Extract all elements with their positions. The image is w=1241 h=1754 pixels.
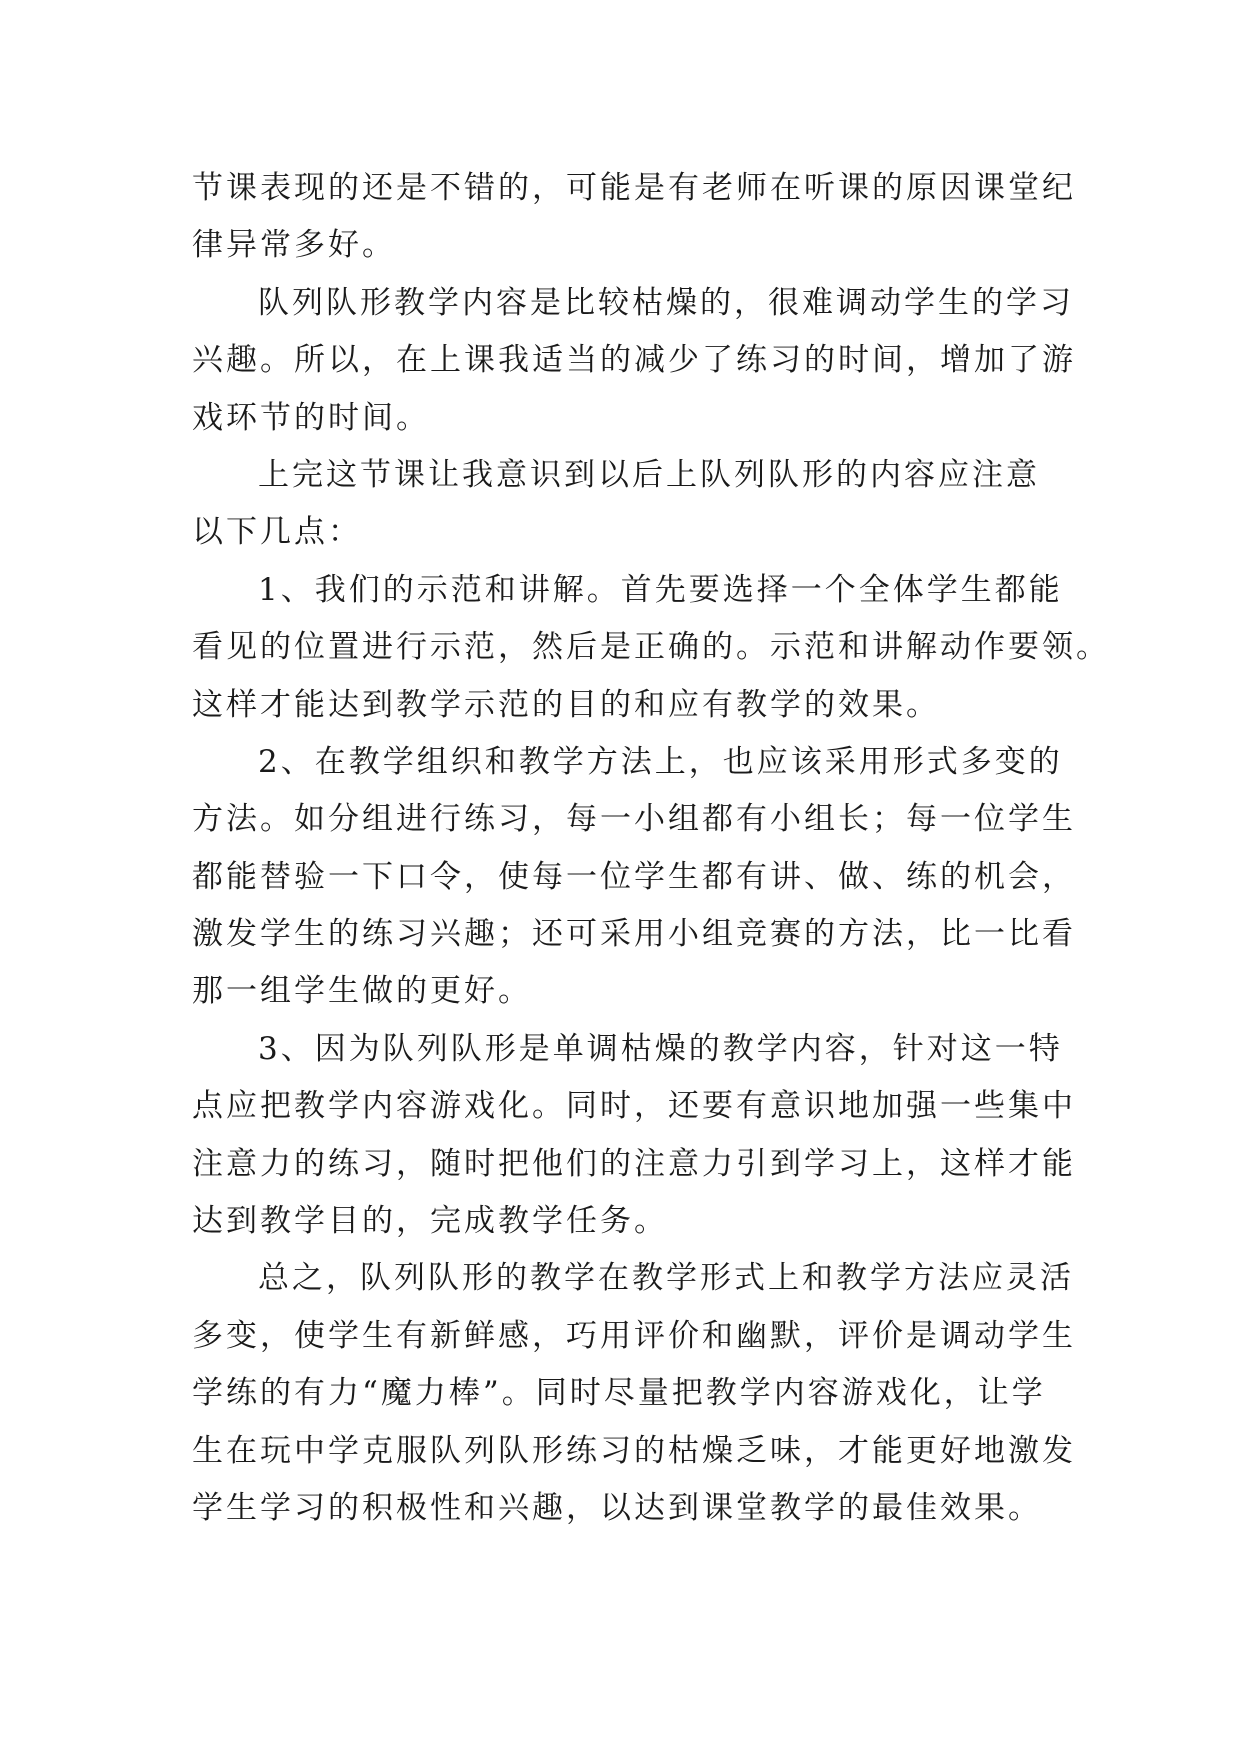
- text-line: 注意力的练习，随时把他们的注意力引到学习上，这样才能: [192, 1145, 1076, 1182]
- paragraph-3: [192, 447, 1072, 562]
- text-line: 队列队形教学内容是比较枯燥的，很难调动学生的学习: [258, 284, 1074, 321]
- text-line: 学练的有力“魔力棒”。同时尽量把教学内容游戏化，让学: [192, 1375, 1046, 1412]
- paragraph-point-3: [192, 1021, 1076, 1251]
- text-line: 节课表现的还是不错的，可能是有老师在听课的原因课堂纪: [192, 170, 1076, 206]
- text-line: 总之，队列队形的教学在教学形式上和教学方法应灵活: [258, 1260, 1074, 1297]
- text-line: 律异常多好。: [192, 227, 396, 264]
- paragraph-1: [192, 160, 1076, 275]
- paragraph-2: [192, 275, 1076, 447]
- paragraph-point-2: [192, 734, 1076, 1021]
- text-line: 3、因为队列队形是单调枯燥的教学内容，针对这一特: [258, 1030, 1063, 1067]
- text-line: 多变，使学生有新鲜感，巧用评价和幽默，评价是调动学生: [192, 1317, 1076, 1354]
- text-line: 戏环节的时间。: [192, 399, 430, 436]
- text-line: 达到教学目的，完成教学任务。: [192, 1203, 668, 1240]
- text-line: 这样才能达到教学示范的目的和应有教学的效果。: [192, 686, 940, 723]
- text-line: 方法。如分组进行练习，每一小组都有小组长；每一位学生: [192, 801, 1076, 838]
- text-line: 都能替验一下口令，使每一位学生都有讲、做、练的机会，: [192, 858, 1076, 895]
- text-line: 1、我们的示范和讲解。首先要选择一个全体学生都能: [258, 571, 1063, 608]
- text-line: 点应把教学内容游戏化。同时，还要有意识地加强一些集中: [192, 1088, 1076, 1125]
- paragraph-conclusion: [192, 1250, 1076, 1537]
- text-line: 看见的位置进行示范，然后是正确的。示范和讲解动作要领。: [192, 629, 1110, 666]
- text-line: 激发学生的练习兴趣；还可采用小组竞赛的方法，比一比看: [192, 916, 1076, 953]
- text-line: 兴趣。所以，在上课我适当的减少了练习的时间，增加了游: [192, 342, 1076, 379]
- text-line: 生在玩中学克服队列队形练习的枯燥乏味，才能更好地激发: [192, 1432, 1076, 1469]
- text-line: 以下几点：: [192, 514, 362, 551]
- text-line: 上完这节课让我意识到以后上队列队形的内容应注意: [258, 456, 1040, 493]
- text-line: 那一组学生做的更好。: [192, 973, 532, 1010]
- text-line: 学生学习的积极性和兴趣，以达到课堂教学的最佳效果。: [192, 1489, 1042, 1526]
- document-body: [192, 160, 1110, 1537]
- text-line: 2、在教学组织和教学方法上，也应该采用形式多变的: [258, 743, 1063, 780]
- paragraph-point-1: [192, 562, 1110, 734]
